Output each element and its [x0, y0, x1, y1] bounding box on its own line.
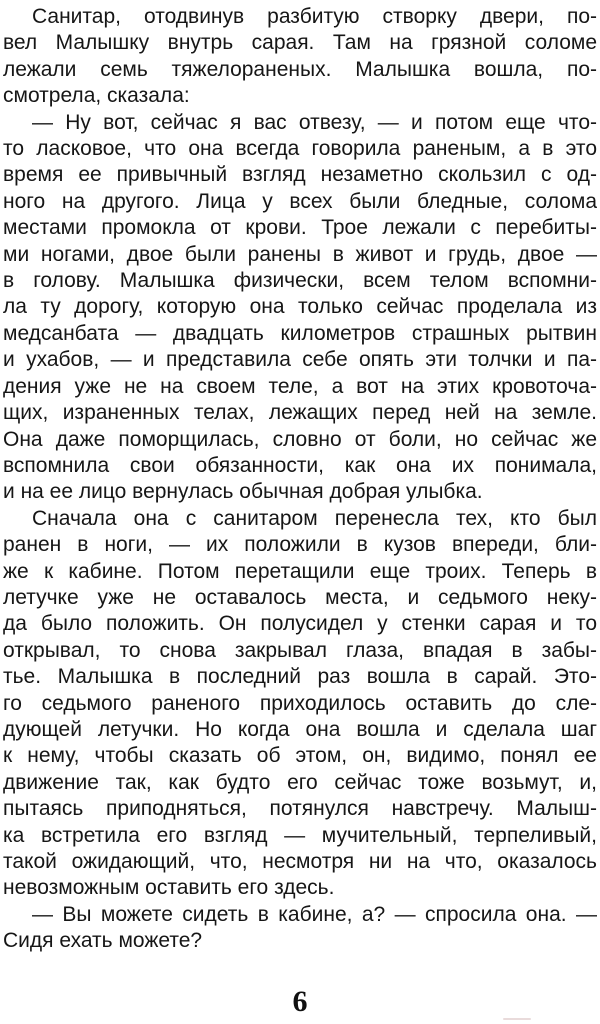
- text-line: лежали семь тяжелораненых. Малышка вошла, по-: [3, 57, 597, 81]
- text-line: летучке уже не оставалось места, и седьмого неку-: [3, 585, 597, 609]
- text-line: — Вы можете сидеть в кабине, а? — спросила она. —: [32, 902, 597, 926]
- text-line: же к кабине. Потом перетащили еще троих. Теперь в: [3, 559, 597, 583]
- text-line: местами промокла от крови. Трое лежали с перебиты-: [3, 216, 597, 240]
- text-line: и ухабов, — и представила себе опять эти толчки и па-: [3, 348, 597, 372]
- text-line: и на ее лицо вернулась обычная добрая улыбка.: [3, 480, 483, 504]
- text-line: дующей летучки. Но когда она вошла и сделала шаг: [3, 717, 597, 741]
- text-line: в голову. Малышка физически, всем телом вспомни-: [3, 269, 597, 293]
- text-line: то ласковое, что она всегда говорила раненым, а в это: [3, 137, 597, 161]
- text-line: движение так, как будто его сейчас тоже возьмут, и,: [3, 770, 597, 794]
- text-line: щих, израненных телах, лежащих перед ней на земле.: [3, 401, 597, 425]
- text-line: вспомнила свои обязанности, как она их понимала,: [3, 453, 597, 477]
- text-line: ми ногами, двое были ранены в живот и грудь, двое —: [3, 242, 597, 266]
- text-line: Санитар, отодвинув разбитую створку двери, по-: [32, 5, 597, 28]
- text-line: Сидя ехать можете?: [3, 929, 203, 953]
- text-line: смотрела, сказала:: [3, 84, 190, 108]
- page-number: 6: [292, 985, 308, 1018]
- scan-artifact-line: [503, 1018, 531, 1020]
- text-line: ранен в ноги, — их положили в кузов впереди, бли-: [3, 533, 597, 557]
- text-line: да было положить. Он полусидел у стенки сарая и то: [3, 612, 597, 636]
- text-line: такой ожидающий, что, несмотря ни на что, оказалось: [3, 850, 597, 873]
- text-line: дения уже не на своем теле, а вот на этих кровоточа-: [3, 374, 597, 398]
- text-line: вел Малышку внутрь сарая. Там на грязной соломе: [3, 31, 597, 55]
- text-line: невозможным оставить его здесь.: [3, 876, 335, 900]
- text-line: медсанбата — двадцать километров страшных рытвин: [3, 321, 597, 345]
- text-line: Она даже поморщилась, словно от боли, но сейчас же: [3, 427, 597, 451]
- text-line: ла ту дорогу, которую она только сейчас проделала из: [3, 295, 597, 319]
- text-line: Сначала она с санитаром перенесла тех, кто был: [32, 506, 597, 530]
- text-line: пытаясь приподняться, потянулся навстречу. Малыш-: [3, 797, 597, 821]
- text-line: тье. Малышка в последний раз вошла в сарай. Это-: [3, 665, 597, 689]
- text-line: ного на другого. Лица у всех были бледные, солома: [3, 189, 597, 213]
- text-line: ка встретила его взгляд — мучительный, терпеливый,: [3, 823, 597, 847]
- text-line: открывал, то снова закрывал глаза, впадая в забы-: [3, 638, 597, 662]
- text-line: го седьмого раненого приходилось оставить до сле-: [3, 691, 597, 715]
- text-line: — Ну вот, сейчас я вас отвезу, — и потом еще что-: [32, 110, 597, 134]
- text-line: время ее привычный взгляд незаметно скользил с од-: [3, 163, 597, 187]
- text-line: к нему, чтобы сказать об этом, он, видимо, понял ее: [3, 744, 597, 768]
